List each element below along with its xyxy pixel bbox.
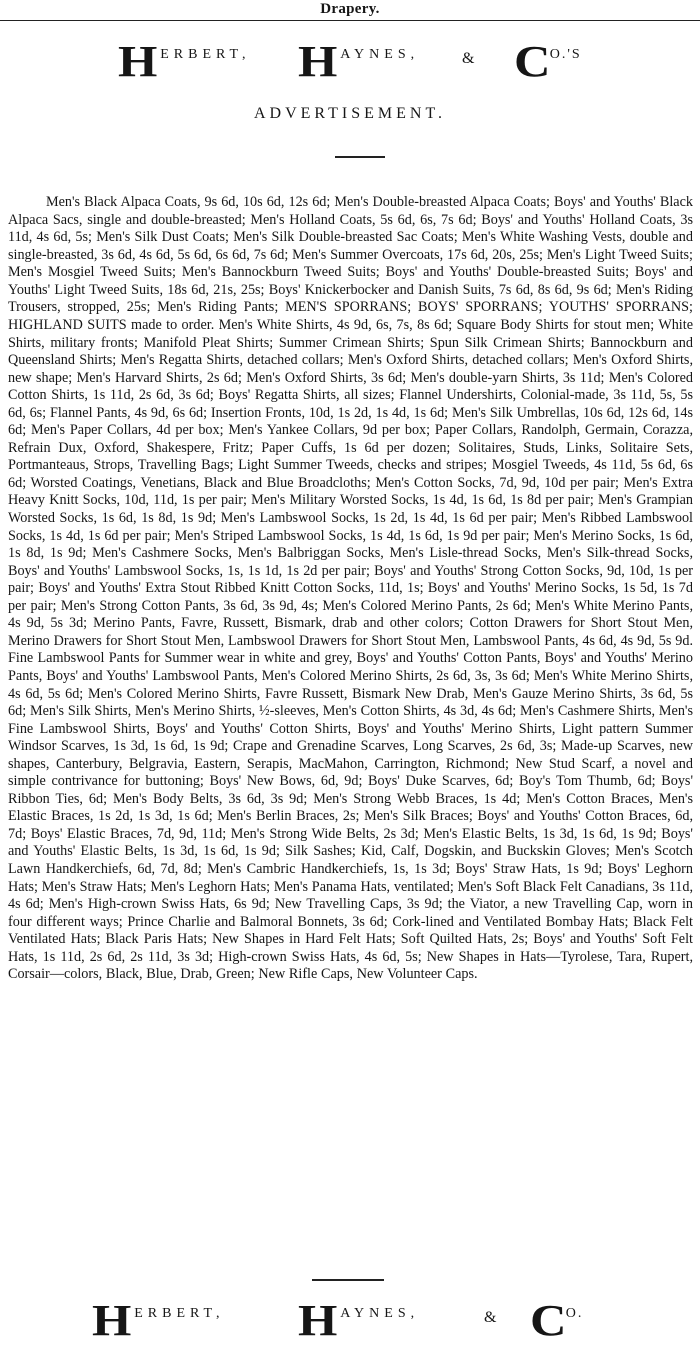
separator-rule-bottom [312,1279,384,1281]
firm-word-haynes: HAYNES, [298,37,420,86]
firm-word-herbert: HERBERT, [118,37,251,86]
separator-rule-top [335,156,385,158]
firm-word-haynes: HAYNES, [298,1296,420,1345]
header-rule [0,20,700,21]
section-header: Drapery. [320,1,380,17]
firm-name-bottom [0,1293,700,1349]
firm-ampersand: & [462,50,475,67]
advertisement-heading: ADVERTISEMENT. [253,105,447,122]
firm-word-co: CO.'S [514,37,582,86]
firm-name-top [0,34,700,90]
firm-word-co: CO. [530,1296,584,1345]
firm-word-herbert: HERBERT, [92,1296,225,1345]
firm-ampersand: & [484,1309,497,1326]
advertisement-body: Men's Black Alpaca Coats, 9s 6d, 10s 6d, 12s 6d; Men's Double-breasted Alpaca Coats; Boys' and Youths' Black Alpaca Sacs, single and double-breasted; Men's Holland Coats, 5s 6d, 6s, 7s 6d; Boys' and Youths' Holland Coats, 3s 11d, 4s 6d, 5s; Men's Silk Dust Coats; Men's Silk Double-breasted Sac Coats; Men's White Washing Vests, double and single-breasted, 3s 6d, 4s 6d, 5s 6d, 6s 6d, 7s 6d; Men's Summer Overcoats, 17s 6d, 20s, 25s; Men's Light Tweed Suits; Men's Mosgiel Tweed Suits; Men's Bannockburn Tweed Suits; Boys' and Youths' Double-breasted Suits; Boys' and Youths' Light Tweed Suits, 18s 6d, 21s, 25s; Boys' Knickerbocker and Danish Suits, 7s 6d, 8s 6d, 9s 6d; Men's Riding Trousers, stropped, 25s; Men's Riding Pants; MEN'S SPORRANS; BOYS' SPORRANS; YOUTHS' SPORRANS; HIGHLAND SUITS made to order. Men's White Shirts, 4s 9d, 6s, 7s, 8s 6d; Square Body Shirts for stout men; White Shirts, military fronts; Manifold Pleat Shirts; Summer Crimean Shirts; Spun Silk Crimean Shirts; Bannockburn and Queensland Shirts; Men's Regatta Shirts, detached collars; Men's Oxford Shirts, detached collars; Men's Oxford Shirts, new shape; Men's Harvard Shirts, 2s 6d; Men's Oxford Shirts, 3s 6d; Men's double-yarn Shirts, 3s 11d; Men's Colored Cotton Shirts, 1s 11d, 2s 6d, 3s 6d; Boys' Regatta Shirts, all sizes; Flannel Undershirts, Colonial-made, 3s 11d, 5s, 5s 6d, 6s; Flannel Pants, 4s 9d, 6s 6d; Insertion Fronts, 10d, 1s 2d, 1s 4d, 1s 6d; Men's Silk Umbrellas, 10s 6d, 12s 6d, 14s 6d; Men's Paper Collars, 4d per box; Men's Yankee Collars, 9d per box; Paper Collars, Randolph, Germain, Corazza, Refrain Dux, Oxford, Shakespere, Fritz; Paper Cuffs, 1s 6d per dozen; Solitaires, Studs, Links, Solitaire Sets, Portmanteaus, Strops, Travelling Bags; Light Summer Tweeds, checks and stripes; Mosgiel Tweeds, 4s 11d, 5s 6d, 6s 6d; Worsted Coatings, Venetians, Black and Blue Broadcloths; Men's Cotton Socks, 7d, 9d, 10d per pair; Men's Extra Heavy Knitt Socks, 10d, 11d, 1s per pair; Men's Military Worsted Socks, 1s 4d, 1s 6d, 1s 8d per pair; Men's Grampian Worsted Socks, 1s 6d, 1s 8d, 1s 9d; Men's Lambswool Socks, 1s 2d, 1s 4d, 1s 6d per pair; Men's Ribbed Lambswool Socks, 1s 4d, 1s 6d per pair; Men's Striped Lambswool Socks, 1s 4d, 1s 6d, 1s 9d per pair; Men's Merino Socks, 1s 6d, 1s 8d, 1s 9d; Men's Cashmere Socks, Men's Balbriggan Socks, Men's Lisle-thread Socks, Men's Silk-thread Socks, Boys' and Youths' Lambswool Socks, 1s, 1s 1d, 1s 2d per pair; Boys' and Youths' Strong Cotton Socks, 9d, 10d, 1s per pair; Boys' and Youths' Extra Stout Ribbed Knitt Cotton Socks, 11d, 1s; Boys' and Youths' Merino Socks, 1s 5d, 1s 7d per pair; Men's Strong Cotton Pants, 3s 6d, 3s 9d, 4s; Men's Colored Merino Pants, 2s 6d; Men's White Merino Pants, 4s 9d, 5s 3d; Merino Pants, Favre, Russett, Bismark, drab and other colors; Cotton Drawers for Short Stout Men, Merino Drawers for Short Stout Men, Lambswool Drawers for Short Stout Men, Lambswool Pants, 4s 6d, 4s 9d, 5s 9d. Fine Lambswool Pants for Summer wear in white and grey, Boys' and Youths' Cotton Pants, Boys' and Youths' Merino Pants, Boys' and Youths' Lambswool Pants, Men's Colored Merino Shirts, 2s 6d, 3s, 3s 6d; Men's White Merino Shirts, 4s 6d, 5s 6d; Men's Colored Merino Shirts, Favre Russett, Bismark New Drab, Men's Gauze Merino Shirts, 3s 6d, 5s 6d; Men's Silk Shirts, Men's Merino Shirts, ½-sleeves, Men's Cotton Shirts, 4s 3d, 4s 6d; Men's Cashmere Shirts, Men's Fine Lambswool Shirts, Boys' and Youths' Cotton Shirts, Boys' and Youths' Merino Shirts, Light pattern Summer Windsor Scarves, 1s 3d, 1s 6d, 1s 9d; Crape and Grenadine Scarves, Long Scarves, 2s 6d, 3s; Made-up Scarves, new shapes, Canterbury, Belgravia, Eastern, Serapis, MacMahon, Carrington, Richmond; New Stud Scarf, a novel and simple contrivance for buttoning; Boys' New Bows, 6d, 9d; Boys' Duke Scarves, 6d; Boy's Tom Thumb, 6d; Boys' Ribbon Ties, 6d; Men's Body Belts, 3s 6d, 3s 9d; Men's Strong Webb Braces, 1s 4d; Men's Cotton Braces, Men's Elastic Braces, 1s 2d, 1s 3d, 1s 6d; Men's Berlin Braces, 2s; Men's Silk Braces; Boys' and Youths' Cotton Braces, 6d, 7d; Boys' Elastic Braces, 7d, 9d, 11d; Men's Strong Wide Belts, 2s 3d; Men's Elastic Belts, 1s 3d, 1s 6d, 1s 9d; Boys' and Youths' Elastic Belts, 1s 3d, 1s 6d, 1s 9d; Silk Sashes; Kid, Calf, Dogskin, and Buckskin Gloves; Men's Scotch Lawn Handkerchiefs, 6d, 7d, 8d; Men's Cambric Handkerchiefs, 1s, 1s 3d; Boys' Straw Hats, 1s 9d; Boys' Leghorn Hats; Men's Straw Hats; Men's Leghorn Hats; Men's Panama Hats, ventilated; Men's Soft Black Felt Canadians, 3s 11d, 4s 6d; Men's High-crown Swiss Hats, 6s 9d; New Travelling Caps, 3s 9d; the Viator, a new Travelling Cap, worn in four different ways; Prince Charlie and Balmoral Bonnets, 3s 6d; Cork-lined and Ventilated Bombay Hats; Black Felt Ventilated Hats; Black Paris Hats; New Shapes in Hard Felt Hats; Soft Quilted Hats, 2s; Boys' and Youths' Soft Felt Hats, 1s 11d, 2s 6d, 2s 11d, 3s 3d; High-crown Swiss Hats, 4s 6d, 5s; New Shapes in Hats—Tyrolese, Tara, Rupert, Corsair—colors, Black, Blue, Drab, Green; New Rifle Caps, New Volunteer Caps. [8,194,693,983]
